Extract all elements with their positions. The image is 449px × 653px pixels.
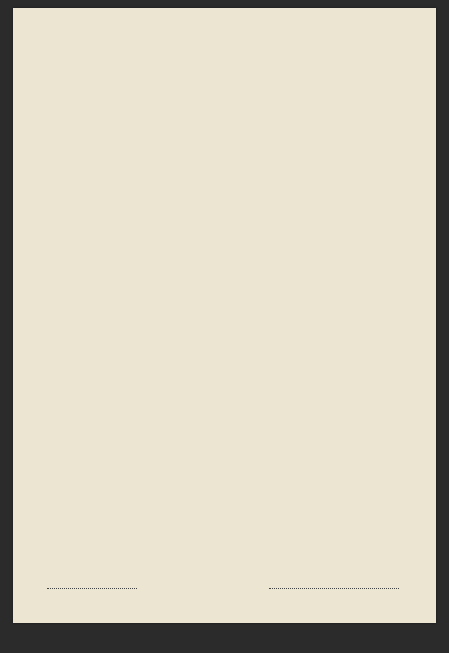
form-title xyxy=(43,52,423,64)
signature-line xyxy=(269,588,399,589)
archive-bar xyxy=(0,625,449,653)
despatch-line xyxy=(47,588,137,589)
form-page xyxy=(13,8,436,623)
form-grid xyxy=(13,8,436,623)
